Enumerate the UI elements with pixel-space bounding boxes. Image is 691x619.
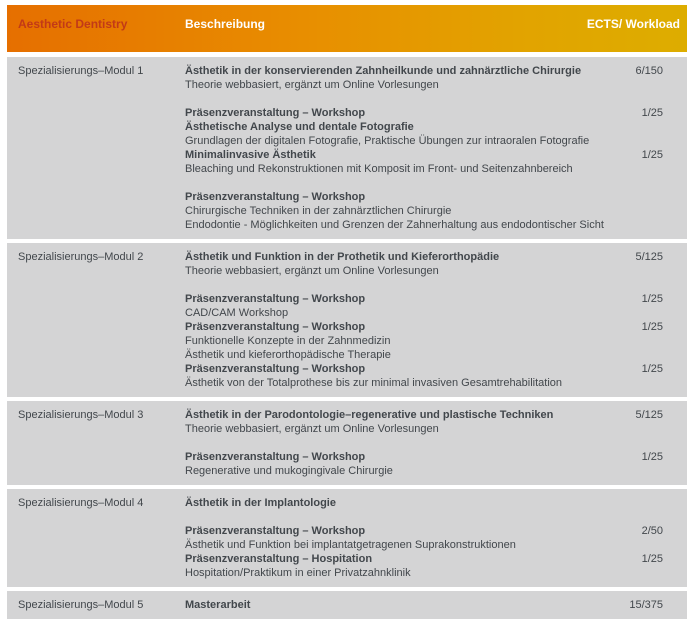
ects-value: 1/25 <box>641 293 663 305</box>
description-line <box>185 64 663 78</box>
description-line <box>185 334 663 348</box>
line-text: Präsenzveranstaltung – Workshop <box>185 107 366 119</box>
module-lines <box>185 598 687 612</box>
description-line <box>185 78 663 92</box>
line-text: Bleaching und Rekonstruktionen mit Komposit im Front- und Seitenzahnbereich <box>185 163 573 175</box>
module-lines <box>185 64 687 232</box>
module-lines <box>185 250 687 390</box>
ects-value: 5/125 <box>635 251 663 263</box>
description-line <box>185 106 663 120</box>
description-line <box>185 422 663 436</box>
ects-value: 2/50 <box>641 525 663 537</box>
module-row <box>7 489 687 587</box>
header-module-column: Aesthetic Dentistry <box>18 17 128 31</box>
line-text: Präsenzveranstaltung – Workshop <box>185 321 366 333</box>
line-text: Ästhetische Analyse und dentale Fotografie <box>185 121 414 133</box>
line-text: CAD/CAM Workshop <box>185 307 289 319</box>
header-ects-column: ECTS/ Workload <box>586 17 680 31</box>
line-text: Präsenzveranstaltung – Workshop <box>185 451 366 463</box>
ects-value: 1/25 <box>641 321 663 333</box>
line-text: Präsenzveranstaltung – Workshop <box>185 525 366 537</box>
description-line <box>185 524 663 538</box>
ects-value: 1/25 <box>641 451 663 463</box>
line-text: Ästhetik und Funktion bei implantatgetragenen Suprakonstruktionen <box>185 539 516 551</box>
line-text: Endodontie - Möglichkeiten und Grenzen der Zahnerhaltung aus endodontischer Sicht <box>185 219 604 231</box>
line-text: Präsenzveranstaltung – Workshop <box>185 293 366 305</box>
line-text: Ästhetik und Funktion in der Prothetik und Kieferorthopädie <box>185 251 500 263</box>
description-line <box>185 148 663 162</box>
line-text: Präsenzveranstaltung – Workshop <box>185 191 366 203</box>
table-header <box>7 5 687 52</box>
line-text: Ästhetik von der Totalprothese bis zur minimal invasiven Gesamtrehabilitation <box>185 377 563 389</box>
description-line <box>185 408 663 422</box>
module-label: Spezialisierungs–Modul 1 <box>18 65 144 77</box>
line-text: Theorie webbasiert, ergänzt um Online Vorlesungen <box>185 423 439 435</box>
description-line <box>185 264 663 278</box>
line-text: Präsenzveranstaltung – Hospitation <box>185 553 373 565</box>
description-line <box>185 320 663 334</box>
description-line <box>185 120 663 134</box>
ects-value: 6/150 <box>635 65 663 77</box>
description-line <box>185 362 663 376</box>
line-text: Ästhetik und kieferorthopädische Therapie <box>185 349 391 361</box>
module-row <box>7 591 687 619</box>
description-line <box>185 450 663 464</box>
ects-value: 15/375 <box>629 599 663 611</box>
line-text: Chirurgische Techniken in der zahnärztlichen Chirurgie <box>185 205 452 217</box>
line-spacer <box>185 92 663 106</box>
description-line <box>185 598 663 612</box>
description-line <box>185 538 663 552</box>
line-text: Funktionelle Konzepte in der Zahnmedizin <box>185 335 391 347</box>
line-spacer <box>185 436 663 450</box>
module-lines <box>185 496 687 580</box>
description-line <box>185 190 663 204</box>
module-label: Spezialisierungs–Modul 5 <box>18 599 144 611</box>
line-text: Ästhetik in der Parodontologie–regenerative und plastische Techniken <box>185 409 554 421</box>
line-text: Präsenzveranstaltung – Workshop <box>185 363 366 375</box>
description-line <box>185 134 663 148</box>
description-line <box>185 464 663 478</box>
description-line <box>185 376 663 390</box>
ects-value: 1/25 <box>641 149 663 161</box>
module-label: Spezialisierungs–Modul 4 <box>18 497 144 509</box>
line-text: Minimalinvasive Ästhetik <box>185 149 316 161</box>
line-spacer <box>185 176 663 190</box>
line-text: Theorie webbasiert, ergänzt um Online Vorlesungen <box>185 265 439 277</box>
description-line <box>185 162 663 176</box>
line-spacer <box>185 278 663 292</box>
line-text: Grundlagen der digitalen Fotografie, Praktische Übungen zur intraoralen Fotografie <box>185 135 590 147</box>
module-label: Spezialisierungs–Modul 3 <box>18 409 144 421</box>
module-row <box>7 243 687 397</box>
description-line <box>185 348 663 362</box>
module-lines <box>185 408 687 478</box>
ects-value: 1/25 <box>641 107 663 119</box>
description-line <box>185 250 663 264</box>
ects-value: 1/25 <box>641 363 663 375</box>
curriculum-table <box>7 5 687 619</box>
description-line <box>185 218 663 232</box>
line-text: Hospitation/Praktikum in einer Privatzahnklinik <box>185 567 411 579</box>
line-spacer <box>185 510 663 524</box>
module-label: Spezialisierungs–Modul 2 <box>18 251 144 263</box>
description-line <box>185 306 663 320</box>
header-description-column: Beschreibung <box>185 17 266 31</box>
line-text: Regenerative und mukogingivale Chirurgie <box>185 465 393 477</box>
ects-value: 1/25 <box>641 553 663 565</box>
module-row <box>7 57 687 239</box>
description-line <box>185 204 663 218</box>
description-line <box>185 496 663 510</box>
ects-value: 5/125 <box>635 409 663 421</box>
description-line <box>185 292 663 306</box>
description-line <box>185 552 663 566</box>
line-text: Ästhetik in der konservierenden Zahnheilkunde und zahnärztliche Chirurgie <box>185 65 582 77</box>
description-line <box>185 566 663 580</box>
modules-container <box>7 57 687 619</box>
module-row <box>7 401 687 485</box>
line-text: Masterarbeit <box>185 599 251 611</box>
line-text: Ästhetik in der Implantologie <box>185 497 336 509</box>
line-text: Theorie webbasiert, ergänzt um Online Vorlesungen <box>185 79 439 91</box>
